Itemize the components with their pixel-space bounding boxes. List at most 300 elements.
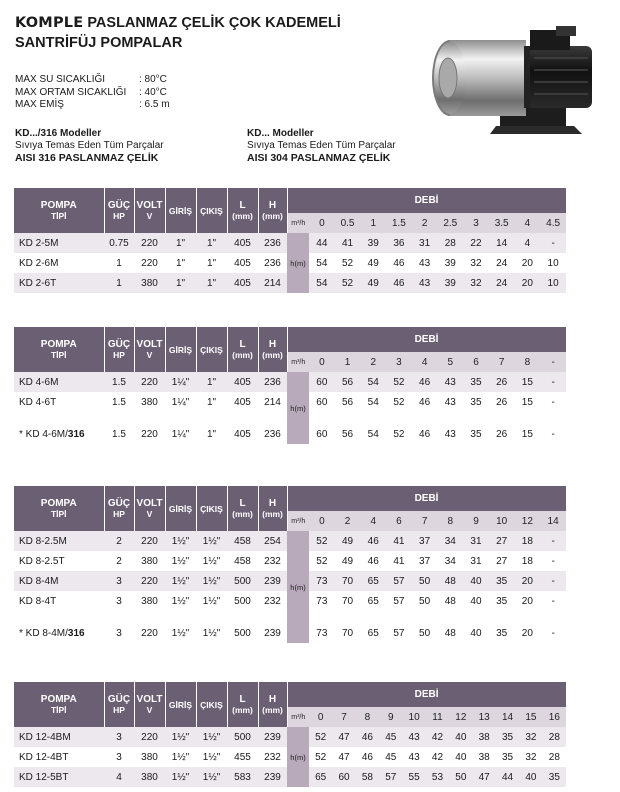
column-header-label: H: [268, 498, 277, 509]
column-header-label: ÇIKIŞ: [200, 503, 223, 514]
column-header-sub: V: [146, 211, 153, 221]
column-header-cikis: [196, 486, 227, 531]
debi-value: 15: [519, 707, 542, 727]
cell-cikis: 1½": [196, 551, 227, 571]
column-header-sub: V: [146, 509, 153, 519]
cell-cikis: 1½": [196, 531, 227, 551]
head-value: 56: [335, 392, 361, 412]
debi-value: 0: [309, 213, 335, 233]
head-value: 57: [379, 767, 402, 787]
cell-giris: 1½": [165, 623, 196, 643]
head-value: 65: [360, 623, 386, 643]
column-header-label: ÇIKIŞ: [200, 205, 223, 216]
column-header-sub: HP: [113, 509, 125, 519]
head-value: 28: [437, 233, 463, 253]
unit-hm: h(m): [287, 531, 309, 643]
head-value: 32: [519, 727, 542, 747]
column-header-label: L: [239, 339, 246, 350]
gap-cell: [14, 412, 104, 424]
title-line-1: [15, 13, 341, 33]
column-header-giris: [165, 188, 196, 233]
cell-hp: 3: [104, 727, 134, 747]
column-header-sub: TİPİ: [50, 211, 67, 221]
cell-volt: 380: [134, 392, 165, 412]
head-value: 48: [437, 623, 463, 643]
gap-cell: [227, 611, 258, 623]
column-header-label: POMPA: [40, 200, 77, 211]
table-row: [14, 372, 566, 392]
column-header-label: POMPA: [40, 339, 77, 350]
column-header-sub: TİPİ: [50, 350, 67, 360]
head-value: 65: [309, 767, 332, 787]
cell-h: 239: [258, 571, 287, 591]
head-value: 10: [540, 273, 566, 293]
cell-cikis: 1½": [196, 623, 227, 643]
head-value: 57: [386, 591, 412, 611]
head-value: 40: [449, 727, 472, 747]
pump-table-kd8: [14, 486, 567, 643]
head-value: 39: [437, 253, 463, 273]
model-title: KD... Modeller: [247, 128, 314, 139]
cell-hp: 3: [104, 623, 134, 643]
debi-value: 13: [473, 707, 496, 727]
head-value: 43: [437, 372, 463, 392]
head-value: 15: [515, 424, 541, 444]
model-material: AISI 316 PASLANMAZ ÇELİK: [15, 152, 159, 164]
column-header-label: GÜÇ: [107, 694, 131, 705]
debi-header: DEBİ: [287, 188, 566, 213]
column-header-cikis: [196, 682, 227, 727]
head-value: 35: [463, 424, 489, 444]
cell-l: 405: [227, 392, 258, 412]
spec-label: MAX ORTAM SICAKLIĞI: [15, 86, 127, 98]
debi-value: 7: [412, 511, 438, 531]
debi-value: 10: [402, 707, 425, 727]
gap-cell: [258, 611, 287, 623]
head-value: 20: [515, 273, 541, 293]
spec-value: : 6.5 m: [139, 99, 170, 110]
head-value: 28: [543, 727, 567, 747]
column-header-label: VOLT: [136, 339, 163, 350]
head-value: 70: [335, 571, 361, 591]
debi-value: 2: [360, 352, 386, 372]
column-header-volt: [134, 327, 165, 372]
pump-name: [14, 392, 104, 412]
pump-name: [14, 727, 104, 747]
pump-name: [14, 424, 104, 444]
cell-h: 239: [258, 727, 287, 747]
head-value: 43: [437, 424, 463, 444]
debi-value: 2: [335, 511, 361, 531]
column-header-sub: HP: [113, 705, 125, 715]
head-value: 43: [402, 727, 425, 747]
head-value: 34: [437, 551, 463, 571]
head-value: 43: [437, 392, 463, 412]
column-header-label: GİRİŞ: [168, 503, 193, 514]
cell-giris: 1¼": [165, 424, 196, 444]
gap-cell: [463, 611, 489, 623]
head-value: 18: [515, 531, 541, 551]
head-value: 57: [386, 623, 412, 643]
cell-hp: 3: [104, 591, 134, 611]
head-value: 52: [386, 372, 412, 392]
column-header-label: GİRİŞ: [168, 344, 193, 355]
cell-hp: 1: [104, 253, 134, 273]
gap-cell: [14, 611, 104, 623]
cell-l: 500: [227, 727, 258, 747]
head-value: 14: [489, 233, 515, 253]
model-material: AISI 304 PASLANMAZ ÇELİK: [247, 152, 391, 164]
debi-value: 6: [463, 352, 489, 372]
column-header-sub: TİPİ: [50, 509, 67, 519]
head-value: 35: [489, 571, 515, 591]
head-value: 60: [309, 372, 335, 392]
head-value: 54: [360, 372, 386, 392]
column-header-cikis: [196, 188, 227, 233]
head-value: 50: [412, 591, 438, 611]
cell-h: 236: [258, 424, 287, 444]
pump-name: [14, 253, 104, 273]
head-value: 32: [463, 253, 489, 273]
pump-name-text: KD 12-4BT: [19, 751, 69, 763]
gap-cell: [309, 611, 335, 623]
column-header-label: H: [268, 200, 277, 211]
cell-volt: 380: [134, 273, 165, 293]
head-value: 54: [309, 253, 335, 273]
head-value: 35: [463, 372, 489, 392]
column-header-label: GİRİŞ: [168, 205, 193, 216]
head-value: 31: [463, 551, 489, 571]
column-header-sub: HP: [113, 350, 125, 360]
head-value: 54: [360, 424, 386, 444]
pump-table-kd4: [14, 327, 567, 444]
spec-row: [15, 74, 170, 87]
head-value: 31: [463, 531, 489, 551]
unit-m3h: m³/h: [287, 511, 309, 531]
pump-name-text: KD 8-2.5T: [19, 555, 65, 567]
column-header-label: L: [239, 200, 246, 211]
head-value: 26: [489, 372, 515, 392]
head-value: 26: [489, 392, 515, 412]
head-value: 65: [360, 591, 386, 611]
head-value: 49: [360, 273, 386, 293]
cell-hp: 3: [104, 747, 134, 767]
column-header-volt: [134, 682, 165, 727]
column-header-sub: TİPİ: [50, 705, 67, 715]
gap-cell: [360, 611, 386, 623]
head-value: 52: [309, 551, 335, 571]
debi-header: DEBİ: [287, 327, 566, 352]
pump-name-text: KD 8-2.5M: [19, 535, 67, 547]
head-value: 46: [412, 372, 438, 392]
head-value: 28: [543, 747, 567, 767]
head-value: 73: [309, 591, 335, 611]
pump-name: [14, 767, 104, 787]
head-value: 58: [356, 767, 379, 787]
cell-l: 405: [227, 233, 258, 253]
column-header-giris: [165, 486, 196, 531]
unit-m3h: m³/h: [287, 707, 309, 727]
cell-giris: 1¼": [165, 372, 196, 392]
debi-value: 8: [515, 352, 541, 372]
gap-cell: [540, 412, 566, 424]
column-header-pompa: [14, 486, 104, 531]
cell-giris: 1½": [165, 727, 196, 747]
gap-cell: [335, 611, 361, 623]
head-value: 54: [360, 392, 386, 412]
head-value: 24: [489, 253, 515, 273]
head-value: 43: [402, 747, 425, 767]
column-header-label: H: [268, 339, 277, 350]
head-value: 52: [386, 424, 412, 444]
cell-giris: 1": [165, 233, 196, 253]
head-value: 73: [309, 623, 335, 643]
head-value: 46: [360, 531, 386, 551]
head-value: 46: [360, 551, 386, 571]
head-value: -: [540, 233, 566, 253]
head-value: 52: [309, 531, 335, 551]
cell-cikis: 1½": [196, 767, 227, 787]
debi-value: 3: [463, 213, 489, 233]
head-value: 37: [412, 551, 438, 571]
cell-l: 500: [227, 571, 258, 591]
pump-name: [14, 747, 104, 767]
unit-hm: h(m): [287, 372, 309, 444]
debi-value: 4: [515, 213, 541, 233]
head-value: 46: [412, 392, 438, 412]
spec-value: : 40°C: [139, 86, 167, 98]
column-header-h: [258, 682, 287, 727]
head-value: 10: [540, 253, 566, 273]
cell-volt: 220: [134, 623, 165, 643]
cell-l: 500: [227, 623, 258, 643]
cell-h: 232: [258, 747, 287, 767]
table-header-row: [14, 188, 566, 213]
head-value: 47: [332, 747, 355, 767]
head-value: 43: [412, 253, 438, 273]
head-value: 41: [386, 531, 412, 551]
title-line-2: SANTRİFÜJ POMPALAR: [15, 35, 183, 51]
table-row: [14, 727, 566, 747]
head-value: 34: [437, 531, 463, 551]
column-header-sub: (mm): [262, 350, 283, 360]
models-316: [15, 128, 164, 164]
cell-l: 405: [227, 273, 258, 293]
head-value: -: [540, 424, 566, 444]
head-value: 35: [543, 767, 567, 787]
cell-hp: 3: [104, 571, 134, 591]
debi-value: 3.5: [489, 213, 515, 233]
cell-cikis: 1": [196, 372, 227, 392]
debi-value: 2.5: [437, 213, 463, 233]
cell-giris: 1½": [165, 531, 196, 551]
column-header-sub: (mm): [232, 509, 253, 519]
column-header-label: VOLT: [136, 498, 163, 509]
debi-value: 7: [332, 707, 355, 727]
column-header-cikis: [196, 327, 227, 372]
column-header-h: [258, 327, 287, 372]
pump-name-text: * KD 8-4M/: [19, 627, 68, 639]
debi-value: 1: [360, 213, 386, 233]
head-value: 54: [309, 273, 335, 293]
head-value: 50: [449, 767, 472, 787]
head-value: -: [540, 571, 566, 591]
debi-value: 9: [463, 511, 489, 531]
column-header-label: ÇIKIŞ: [200, 344, 223, 355]
cell-h: 214: [258, 273, 287, 293]
gap-cell: [515, 611, 541, 623]
pump-name-text: KD 8-4T: [19, 595, 57, 607]
head-value: 65: [360, 571, 386, 591]
debi-value: 0.5: [335, 213, 361, 233]
table-header-row: [14, 682, 566, 707]
head-value: 49: [335, 551, 361, 571]
head-value: 15: [515, 372, 541, 392]
pump-name-text: KD 4-6T: [19, 396, 57, 408]
pump-name-suffix: 316: [67, 428, 85, 440]
column-header-volt: [134, 188, 165, 233]
column-header-pompa: [14, 188, 104, 233]
head-value: 42: [426, 747, 449, 767]
cell-l: 405: [227, 372, 258, 392]
head-value: 32: [519, 747, 542, 767]
column-header-sub: (mm): [232, 350, 253, 360]
brand-name: KOMPLE: [15, 15, 84, 31]
head-value: -: [540, 531, 566, 551]
debi-value: 9: [379, 707, 402, 727]
head-value: 35: [489, 591, 515, 611]
debi-value: 6: [386, 511, 412, 531]
cell-l: 455: [227, 747, 258, 767]
cell-hp: 1: [104, 273, 134, 293]
cell-hp: 2: [104, 551, 134, 571]
head-value: 48: [437, 591, 463, 611]
cell-l: 458: [227, 531, 258, 551]
page-title: [15, 13, 341, 53]
cell-volt: 380: [134, 551, 165, 571]
cell-giris: 1½": [165, 767, 196, 787]
cell-cikis: 1": [196, 424, 227, 444]
models-304: [247, 128, 396, 164]
debi-value: 0: [309, 511, 335, 531]
gap-cell: [104, 412, 134, 424]
cell-volt: 380: [134, 767, 165, 787]
gap-cell: [386, 611, 412, 623]
head-value: 42: [426, 727, 449, 747]
head-value: 38: [473, 727, 496, 747]
column-header-l: [227, 188, 258, 233]
gap-cell: [463, 412, 489, 424]
model-title: KD.../316 Modeller: [15, 128, 102, 139]
cell-giris: 1½": [165, 591, 196, 611]
gap-cell: [309, 412, 335, 424]
head-value: 45: [379, 747, 402, 767]
head-value: 70: [335, 623, 361, 643]
head-value: 27: [489, 551, 515, 571]
column-header-label: ÇIKIŞ: [200, 699, 223, 710]
head-value: 52: [386, 392, 412, 412]
spec-label: MAX SU SICAKLIĞI: [15, 74, 106, 85]
head-value: 15: [515, 392, 541, 412]
column-header-l: [227, 486, 258, 531]
gap-cell: [412, 412, 438, 424]
debi-header: DEBİ: [287, 486, 566, 511]
head-value: 40: [449, 747, 472, 767]
cell-hp: 2: [104, 531, 134, 551]
head-value: 40: [463, 623, 489, 643]
cell-l: 405: [227, 253, 258, 273]
cell-h: 232: [258, 551, 287, 571]
pump-image: [426, 18, 604, 138]
gap-cell: [165, 412, 196, 424]
cell-hp: 1.5: [104, 424, 134, 444]
model-desc: Sıvıya Temas Eden Tüm Parçalar: [15, 140, 164, 151]
head-value: 20: [515, 591, 541, 611]
head-value: 52: [335, 273, 361, 293]
cell-hp: 0.75: [104, 233, 134, 253]
column-header-label: GİRİŞ: [168, 699, 193, 710]
head-value: 4: [515, 233, 541, 253]
head-value: 53: [426, 767, 449, 787]
debi-value: 8: [437, 511, 463, 531]
pump-name: [14, 372, 104, 392]
head-value: 47: [332, 727, 355, 747]
column-header-label: VOLT: [136, 694, 163, 705]
cell-volt: 220: [134, 372, 165, 392]
spec-list: [15, 74, 170, 112]
head-value: 52: [309, 727, 332, 747]
column-header-guc: [104, 682, 134, 727]
column-header-guc: [104, 188, 134, 233]
cell-volt: 380: [134, 747, 165, 767]
spec-label: MAX EMİŞ: [15, 99, 64, 110]
debi-header: DEBİ: [287, 682, 566, 707]
debi-value: 12: [515, 511, 541, 531]
gap-cell: [540, 611, 566, 623]
pump-name: [14, 623, 104, 643]
debi-value: 4.5: [540, 213, 566, 233]
cell-cikis: 1": [196, 392, 227, 412]
cell-hp: 1.5: [104, 372, 134, 392]
column-header-sub: (mm): [262, 705, 283, 715]
head-value: 55: [402, 767, 425, 787]
gap-cell: [196, 611, 227, 623]
head-value: 45: [379, 727, 402, 747]
cell-l: 405: [227, 424, 258, 444]
column-header-sub: (mm): [232, 705, 253, 715]
head-value: 37: [412, 531, 438, 551]
head-value: 40: [463, 571, 489, 591]
gap-cell: [515, 412, 541, 424]
head-value: 48: [437, 571, 463, 591]
head-value: 47: [473, 767, 496, 787]
cell-giris: 1½": [165, 551, 196, 571]
unit-m3h: m³/h: [287, 352, 309, 372]
pump-name: [14, 273, 104, 293]
pump-table-kd12: [14, 682, 567, 787]
pump-name-text: KD 8-4M: [19, 575, 59, 587]
column-header-sub: HP: [113, 211, 125, 221]
column-header-sub: V: [146, 705, 153, 715]
head-value: 20: [515, 623, 541, 643]
debi-value: 14: [540, 511, 566, 531]
column-header-sub: (mm): [232, 211, 253, 221]
unit-hm: h(m): [287, 727, 309, 787]
head-value: -: [540, 623, 566, 643]
cell-cikis: 1": [196, 253, 227, 273]
cell-h: 236: [258, 233, 287, 253]
cell-hp: 1.5: [104, 392, 134, 412]
